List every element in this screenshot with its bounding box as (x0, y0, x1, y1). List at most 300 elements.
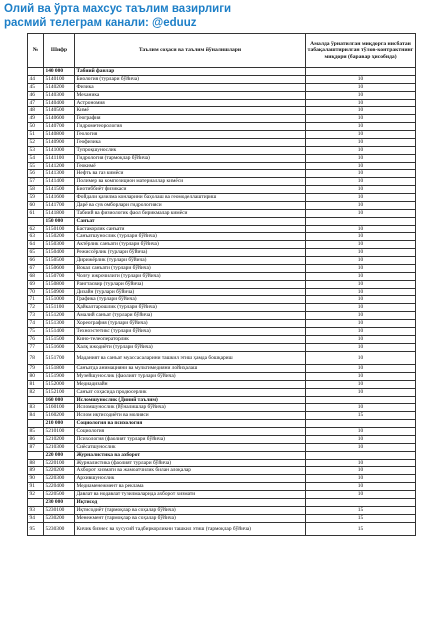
table-row (28, 388, 416, 396)
row-code: 5140300 (44, 91, 75, 99)
row-multiplier: 15 (306, 412, 416, 420)
row-multiplier: 10 (306, 404, 416, 412)
table-row (28, 483, 416, 491)
row-multiplier: 10 (306, 380, 416, 388)
row-multiplier: 10 (306, 288, 416, 296)
row-number: 85 (28, 428, 44, 436)
table-row (28, 146, 416, 154)
row-code: 5210300 (44, 443, 75, 451)
row-multiplier: 15 (306, 522, 416, 536)
table-row (28, 296, 416, 304)
table-row (28, 491, 416, 499)
table-row (28, 75, 416, 83)
row-number: 82 (28, 388, 44, 396)
row-field-name: Геология (75, 131, 306, 139)
row-code: 5220100 (44, 459, 75, 467)
row-field-name: Гидрология (тармоқлар бўйича) (75, 154, 306, 162)
table-row (28, 241, 416, 249)
row-number: 92 (28, 491, 44, 499)
row-multiplier (306, 498, 416, 506)
row-number: 90 (28, 475, 44, 483)
table-row (28, 404, 416, 412)
table-row (28, 138, 416, 146)
row-multiplier: 10 (306, 178, 416, 186)
row-code: 5151800 (44, 365, 75, 373)
row-field-name: Хореография (турлари бўйича) (75, 320, 306, 328)
row-field-name: Социология ва психология (75, 420, 306, 428)
row-code: 5140600 (44, 115, 75, 123)
row-number: 57 (28, 178, 44, 186)
row-field-name: Дарё ва сув омборлари гидрологияси (75, 201, 306, 209)
table-row (28, 257, 416, 265)
banner-title: Олий ва ўрта махсус таълим вазирлиги (4, 3, 232, 15)
row-field-name: Ислом иқтисодиёти ва молияси (75, 412, 306, 420)
table-row (28, 365, 416, 373)
table-row (28, 475, 416, 483)
row-field-name: Ҳайкалтарошлик (турлари бўйича) (75, 304, 306, 312)
row-field-name: Давлат ва нодавлат тузилмаларида ахборот хизмати (75, 491, 306, 499)
row-multiplier: 10 (306, 475, 416, 483)
row-multiplier: 10 (306, 491, 416, 499)
table-group-row (28, 451, 416, 459)
table-row (28, 201, 416, 209)
row-multiplier: 10 (306, 372, 416, 380)
row-multiplier: 10 (306, 272, 416, 280)
row-field-name: Астрономия (75, 99, 306, 107)
row-field-name: Чолғу ижрочилиги (турлари бўйича) (75, 272, 306, 280)
row-code: 5150100 (44, 225, 75, 233)
row-field-name: Вокал санъати (турлари бўйича) (75, 264, 306, 272)
row-multiplier: 10 (306, 264, 416, 272)
header-code: Шифр (44, 34, 75, 68)
row-code: 5151100 (44, 304, 75, 312)
row-field-name: Иқтисод (75, 498, 306, 506)
row-code: 5141500 (44, 186, 75, 194)
row-code: 5141800 (44, 209, 75, 217)
banner-channel-line (4, 16, 304, 30)
row-field-name: Санъатшунослик (турлари бўйича) (75, 233, 306, 241)
table-row (28, 162, 416, 170)
table-row (28, 233, 416, 241)
row-field-name: Амалий санъат (турлари бўйича) (75, 312, 306, 320)
row-multiplier: 10 (306, 327, 416, 335)
row-multiplier: 10 (306, 320, 416, 328)
row-code: 5151000 (44, 296, 75, 304)
row-number: 73 (28, 312, 44, 320)
row-field-name: Иқтисодиёт (тармоқлар ва соҳалар бўйича) (75, 506, 306, 514)
row-field-name: Кичик бизнес ва хусусий тадбиркорликни ташкил этиш (тармоқлар бўйича) (75, 522, 306, 536)
row-multiplier: 10 (306, 162, 416, 170)
row-multiplier: 10 (306, 388, 416, 396)
row-multiplier: 10 (306, 138, 416, 146)
row-number (28, 420, 44, 428)
row-code: 5151600 (44, 343, 75, 351)
row-code: 5141700 (44, 201, 75, 209)
row-multiplier: 10 (306, 154, 416, 162)
row-multiplier: 10 (306, 107, 416, 115)
row-multiplier: 10 (306, 351, 416, 365)
row-multiplier: 10 (306, 459, 416, 467)
row-multiplier: 10 (306, 435, 416, 443)
row-field-name: Биотиббиёт физикаси (75, 186, 306, 194)
row-multiplier: 10 (306, 194, 416, 202)
row-field-name: Социология (75, 428, 306, 436)
row-multiplier: 10 (306, 257, 416, 265)
table-row (28, 107, 416, 115)
row-number: 59 (28, 194, 44, 202)
table-row (28, 327, 416, 335)
row-multiplier: 10 (306, 343, 416, 351)
table-row (28, 280, 416, 288)
row-multiplier: 10 (306, 115, 416, 123)
row-field-name: Геофизика (75, 138, 306, 146)
row-field-name: Исломшунослик (Диний таълим) (75, 396, 306, 404)
table-row (28, 264, 416, 272)
row-multiplier (306, 217, 416, 225)
row-field-name: Гидрометеорология (75, 123, 306, 131)
row-multiplier: 10 (306, 123, 416, 131)
row-multiplier: 10 (306, 83, 416, 91)
row-number: 45 (28, 83, 44, 91)
row-multiplier (306, 420, 416, 428)
table-group-row (28, 217, 416, 225)
row-number (28, 396, 44, 404)
row-number: 52 (28, 138, 44, 146)
row-code: 5230200 (44, 514, 75, 522)
row-field-name: Санъат соҳасида продюсерлик (75, 388, 306, 396)
table-row (28, 514, 416, 522)
row-multiplier: 10 (306, 428, 416, 436)
row-multiplier: 10 (306, 365, 416, 373)
row-multiplier: 10 (306, 186, 416, 194)
table-row (28, 428, 416, 436)
row-multiplier: 10 (306, 483, 416, 491)
row-code: 160 000 (44, 396, 75, 404)
row-code: 5141200 (44, 162, 75, 170)
row-code: 5150900 (44, 288, 75, 296)
row-number: 76 (28, 335, 44, 343)
row-field-name: Механика (75, 91, 306, 99)
row-code: 5151900 (44, 372, 75, 380)
table-row (28, 194, 416, 202)
row-code: 5220400 (44, 483, 75, 491)
table-row (28, 522, 416, 536)
row-field-name: Актёрлик санъати (турлари бўйича) (75, 241, 306, 249)
row-number: 95 (28, 522, 44, 536)
row-field-name: Менежмент (тармоқлар ва соҳалар бўйича) (75, 514, 306, 522)
table-row (28, 209, 416, 217)
row-field-name: Психология (фаолият турлари бўйича) (75, 435, 306, 443)
row-field-name: Бастакорлик санъати (75, 225, 306, 233)
row-multiplier (306, 396, 416, 404)
row-code: 5150300 (44, 241, 75, 249)
row-code: 5230100 (44, 506, 75, 514)
row-field-name: Медиадизайн (75, 380, 306, 388)
row-number: 49 (28, 115, 44, 123)
table-row (28, 443, 416, 451)
row-number: 77 (28, 343, 44, 351)
row-code: 5140800 (44, 131, 75, 139)
table-row (28, 506, 416, 514)
table-row (28, 304, 416, 312)
row-number: 48 (28, 107, 44, 115)
row-code: 5210100 (44, 428, 75, 436)
row-number: 54 (28, 154, 44, 162)
row-number: 70 (28, 288, 44, 296)
row-number: 74 (28, 320, 44, 328)
row-number: 91 (28, 483, 44, 491)
row-multiplier: 10 (306, 209, 416, 217)
row-field-name: Дизайн (турлари бўйича) (75, 288, 306, 296)
row-code: 5140100 (44, 75, 75, 83)
row-code: 5141300 (44, 170, 75, 178)
row-number: 50 (28, 123, 44, 131)
row-number: 47 (28, 99, 44, 107)
table-row (28, 372, 416, 380)
table-group-row (28, 396, 416, 404)
row-code: 5151400 (44, 327, 75, 335)
row-field-name: Исломшунослик (йўналишлар бўйича) (75, 404, 306, 412)
row-code: 5220300 (44, 475, 75, 483)
row-number: 62 (28, 225, 44, 233)
row-code: 5230300 (44, 522, 75, 536)
row-multiplier: 10 (306, 312, 416, 320)
row-number: 79 (28, 365, 44, 373)
row-number: 83 (28, 404, 44, 412)
header-number: № (28, 34, 44, 68)
tuition-multiplier-table (27, 33, 416, 536)
row-code: 5150600 (44, 264, 75, 272)
table-row (28, 99, 416, 107)
row-field-name: Журналистика ва ахборот (75, 451, 306, 459)
row-field-name: Тупроқшунослик (75, 146, 306, 154)
row-number: 53 (28, 146, 44, 154)
table-row (28, 351, 416, 365)
table-row (28, 91, 416, 99)
row-code: 230 000 (44, 498, 75, 506)
row-code: 5151300 (44, 320, 75, 328)
channel-handle-link[interactable]: @eduuz (152, 17, 197, 29)
row-field-name: Кино-телеоператорлик (75, 335, 306, 343)
row-code: 5140900 (44, 138, 75, 146)
row-number: 58 (28, 186, 44, 194)
table-row (28, 115, 416, 123)
row-code: 210 000 (44, 420, 75, 428)
row-multiplier: 10 (306, 280, 416, 288)
row-code: 5141400 (44, 178, 75, 186)
row-number: 93 (28, 506, 44, 514)
row-number: 46 (28, 91, 44, 99)
row-field-name: Кимё (75, 107, 306, 115)
row-multiplier: 10 (306, 249, 416, 257)
row-multiplier: 10 (306, 170, 416, 178)
table-row (28, 435, 416, 443)
row-number: 61 (28, 209, 44, 217)
row-field-name: Графика (турлари бўйича) (75, 296, 306, 304)
row-number: 81 (28, 380, 44, 388)
table-row (28, 272, 416, 280)
table-group-row (28, 420, 416, 428)
row-code: 5150500 (44, 257, 75, 265)
row-number (28, 451, 44, 459)
table-group-row (28, 68, 416, 76)
row-field-name: Журналистика (фаолият турлари бўйича) (75, 459, 306, 467)
row-field-name: Архившунослик (75, 475, 306, 483)
row-multiplier: 10 (306, 233, 416, 241)
table-row (28, 288, 416, 296)
row-code: 5160200 (44, 412, 75, 420)
row-multiplier: 10 (306, 304, 416, 312)
row-field-name: Ахборот хизмати ва жамоатчилик билан алоқалар (75, 467, 306, 475)
row-number: 78 (28, 351, 44, 365)
row-code: 5140700 (44, 123, 75, 131)
row-field-name: Биология (турлари бўйича) (75, 75, 306, 83)
row-code: 5140400 (44, 99, 75, 107)
row-code: 140 000 (44, 68, 75, 76)
row-number: 60 (28, 201, 44, 209)
row-field-name: Табиий ва физиологик фаол бирикмалар кимёси (75, 209, 306, 217)
row-field-name: Физика (75, 83, 306, 91)
row-field-name: Маданият ва санъат муассасаларини ташкил этиш ҳамда бошқариш (75, 351, 306, 365)
row-code: 5150200 (44, 233, 75, 241)
row-number: 65 (28, 249, 44, 257)
row-number: 75 (28, 327, 44, 335)
row-number (28, 498, 44, 506)
row-field-name: Табиий фанлар (75, 68, 306, 76)
row-code: 5210200 (44, 435, 75, 443)
row-multiplier: 10 (306, 225, 416, 233)
row-multiplier: 10 (306, 131, 416, 139)
row-code: 5141000 (44, 146, 75, 154)
row-number: 84 (28, 412, 44, 420)
table-row (28, 312, 416, 320)
row-number (28, 217, 44, 225)
row-multiplier: 10 (306, 201, 416, 209)
row-code: 5141100 (44, 154, 75, 162)
row-number: 72 (28, 304, 44, 312)
row-number: 94 (28, 514, 44, 522)
header-contract-multiplier: Амалда ўрнатилган миқдорга нисбатан табақалаштирилган тўлов-контрактнинг миқдори (баравар ҳисобида) (306, 34, 416, 68)
row-multiplier: 10 (306, 296, 416, 304)
row-number: 69 (28, 280, 44, 288)
row-field-name: Полимер ва композицион материаллар кимёси (75, 178, 306, 186)
row-number: 86 (28, 435, 44, 443)
table-header-row (28, 34, 416, 68)
row-number: 67 (28, 264, 44, 272)
row-code: 5150800 (44, 280, 75, 288)
table-row (28, 225, 416, 233)
row-multiplier: 15 (306, 506, 416, 514)
row-code: 220 000 (44, 451, 75, 459)
row-field-name: Фойдали қазилма конларини баҳолаш ва геомоделлаштириш (75, 194, 306, 202)
row-code: 5151700 (44, 351, 75, 365)
row-number: 68 (28, 272, 44, 280)
row-multiplier: 10 (306, 91, 416, 99)
row-code: 5151200 (44, 312, 75, 320)
row-code: 5152000 (44, 380, 75, 388)
row-number: 80 (28, 372, 44, 380)
table-row (28, 186, 416, 194)
row-field-name: География (75, 115, 306, 123)
row-multiplier: 10 (306, 99, 416, 107)
row-field-name: Геокимё (75, 162, 306, 170)
row-field-name: Санъатда анимацияни ва мультимедияни лойиҳалаш (75, 365, 306, 373)
table-group-row (28, 498, 416, 506)
table-row (28, 380, 416, 388)
row-number: 89 (28, 467, 44, 475)
row-number: 88 (28, 459, 44, 467)
table-row (28, 320, 416, 328)
row-code: 5150400 (44, 249, 75, 257)
banner-channel-label: расмий телеграм канали: (4, 17, 153, 29)
row-multiplier: 10 (306, 75, 416, 83)
table-row (28, 335, 416, 343)
row-field-name: Режиссёрлик (турлари бўйича) (75, 249, 306, 257)
row-multiplier: 10 (306, 467, 416, 475)
row-number (28, 68, 44, 76)
row-number: 51 (28, 131, 44, 139)
row-code: 5220500 (44, 491, 75, 499)
row-field-name: Сиёсатшунослик (75, 443, 306, 451)
row-multiplier: 15 (306, 514, 416, 522)
row-field-name: Дирижёрлик (турлари бўйича) (75, 257, 306, 265)
row-field-name: Нефть ва газ кимёси (75, 170, 306, 178)
table-row (28, 170, 416, 178)
table-body (28, 68, 416, 536)
row-multiplier: 10 (306, 335, 416, 343)
table-row (28, 131, 416, 139)
row-number: 56 (28, 170, 44, 178)
row-multiplier: 10 (306, 146, 416, 154)
table-row (28, 412, 416, 420)
row-code: 5152100 (44, 388, 75, 396)
row-number: 87 (28, 443, 44, 451)
row-multiplier: 10 (306, 241, 416, 249)
table-row (28, 154, 416, 162)
row-field-name: Техноэстетикс (турлари бўйича) (75, 327, 306, 335)
row-number: 55 (28, 162, 44, 170)
row-multiplier (306, 68, 416, 76)
table-row (28, 178, 416, 186)
row-code: 5160100 (44, 404, 75, 412)
row-code: 5141600 (44, 194, 75, 202)
channel-banner (4, 2, 304, 30)
row-multiplier (306, 451, 416, 459)
table-row (28, 459, 416, 467)
row-code: 5151500 (44, 335, 75, 343)
row-number: 64 (28, 241, 44, 249)
table-row (28, 123, 416, 131)
table-row (28, 83, 416, 91)
row-code: 5140200 (44, 83, 75, 91)
row-number: 71 (28, 296, 44, 304)
row-code: 5150700 (44, 272, 75, 280)
row-number: 44 (28, 75, 44, 83)
row-field-name: Медиаменежмент ва реклама (75, 483, 306, 491)
table-row (28, 467, 416, 475)
row-code: 150 000 (44, 217, 75, 225)
header-field-name: Таълим соҳаси ва таълим йўналишлари (75, 34, 306, 68)
row-field-name: Рангтасвир (турлари бўйича) (75, 280, 306, 288)
table-row (28, 343, 416, 351)
row-number: 66 (28, 257, 44, 265)
row-multiplier: 10 (306, 443, 416, 451)
table-row (28, 249, 416, 257)
row-number: 63 (28, 233, 44, 241)
row-code: 5140500 (44, 107, 75, 115)
row-field-name: Санъат (75, 217, 306, 225)
row-field-name: Халқ ижодиёти (турлари бўйича) (75, 343, 306, 351)
